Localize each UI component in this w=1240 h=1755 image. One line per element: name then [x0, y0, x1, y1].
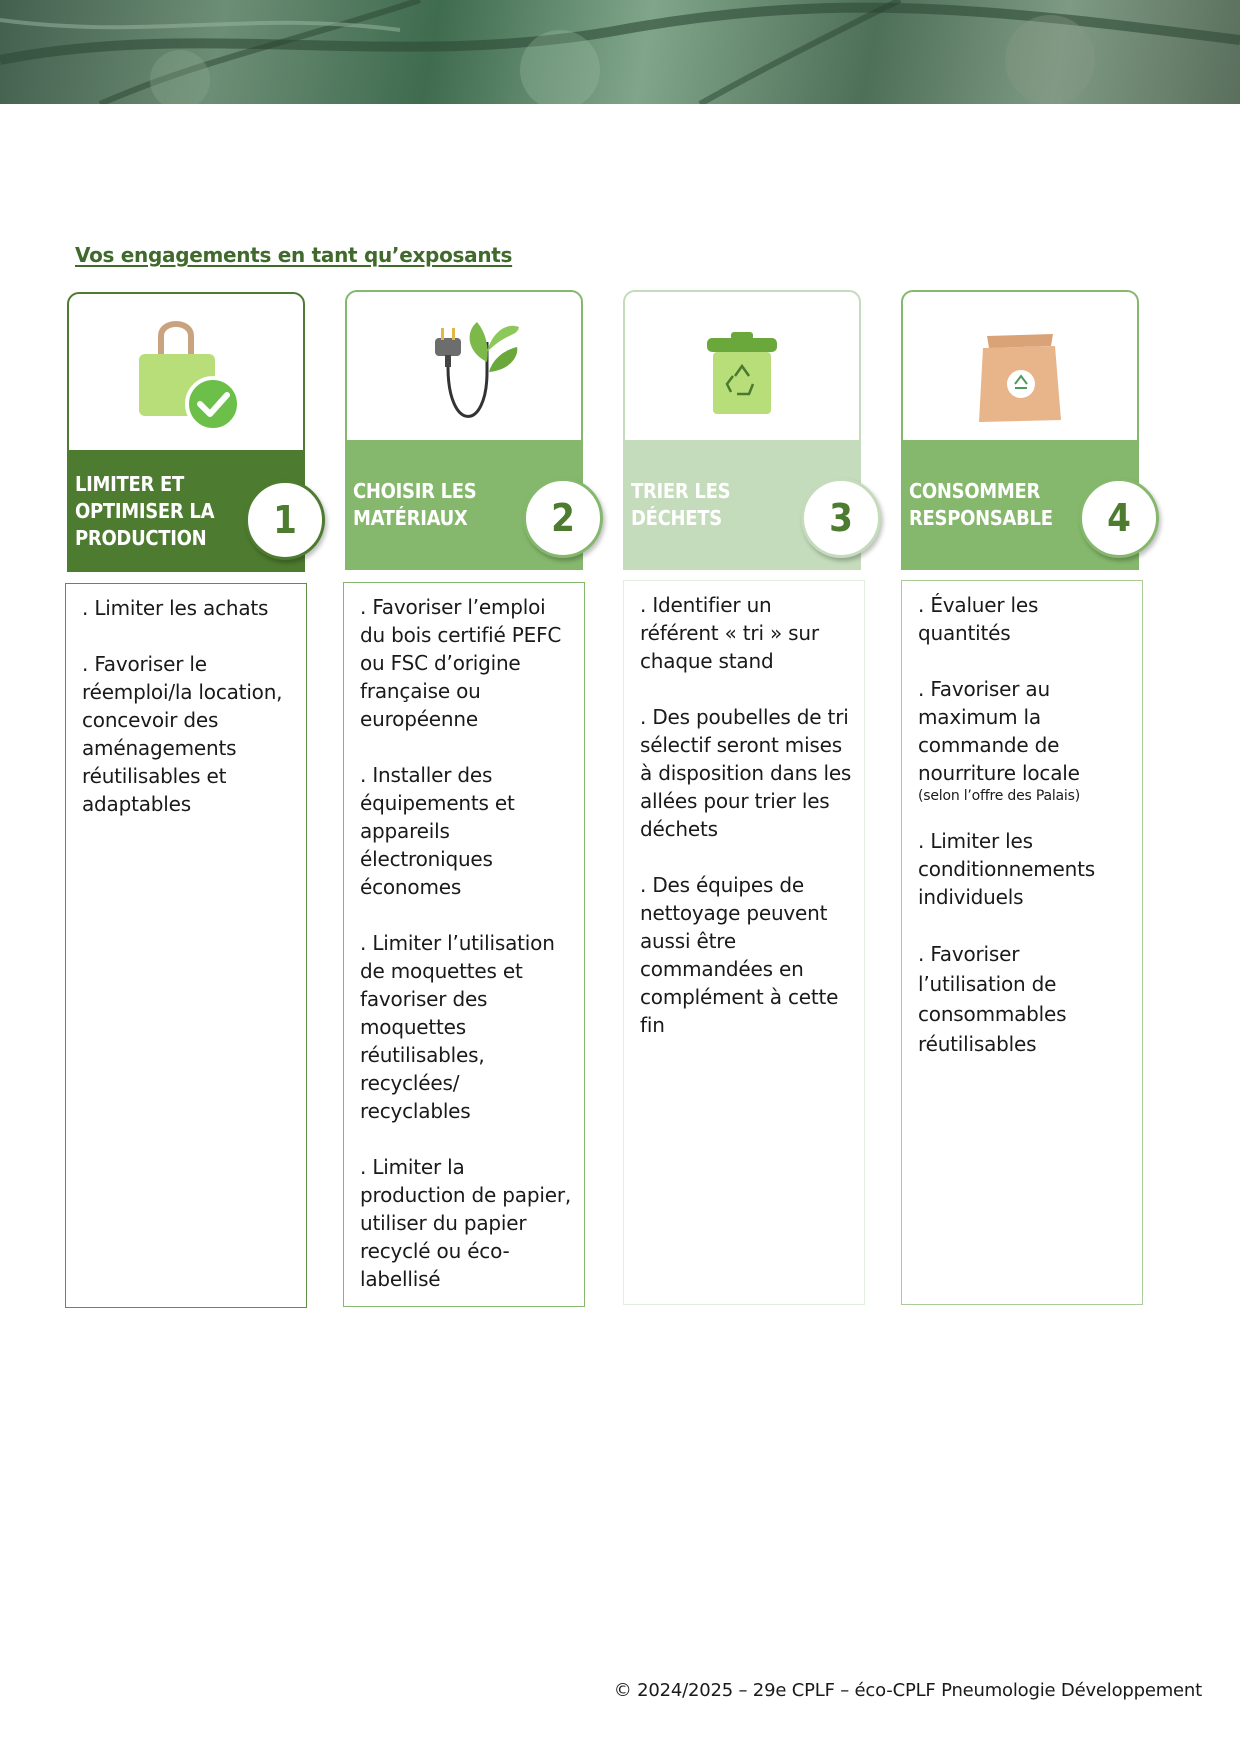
card-4-item: . Limiter les conditionnements individuels: [918, 829, 1095, 909]
card-3-header: [623, 290, 861, 570]
card-4-title: CONSOMMER RESPONSABLE: [909, 479, 1053, 530]
card-2-item: . Installer des équipements et appareils électroniques économes: [360, 763, 515, 899]
card-2-header: [345, 290, 583, 570]
card-3-item: . Des poubelles de tri sélectif seront mises à disposition dans les allées pour trier les déchets: [640, 705, 852, 841]
card-1-body: [65, 583, 307, 1308]
card-1-item: . Favoriser le réemploi/la location, concevoir des aménagements réutilisables et adaptables: [82, 652, 283, 816]
card-1-band: [67, 450, 305, 572]
card-4-band: [901, 440, 1139, 570]
card-3-body: [623, 580, 865, 1305]
card-1-item: . Limiter les achats: [82, 596, 269, 620]
header-banner-image: [0, 0, 1240, 104]
section-title: Vos engagements en tant qu’exposants: [75, 243, 513, 267]
card-2-body: [343, 582, 585, 1307]
card-4-item: [918, 675, 1132, 805]
recycle-bin-icon: [625, 292, 859, 442]
card-2-item: . Favoriser l’emploi du bois certifié PEFC ou FSC d’origine française ou européenne: [360, 595, 562, 731]
card-2-band: [345, 440, 583, 570]
card-1-title: LIMITER ET OPTIMISER LA PRODUCTION: [75, 471, 215, 550]
card-4-header: [901, 290, 1139, 570]
card-4-item: . Évaluer les quantités: [918, 593, 1039, 645]
card-2-item: . Limiter l’utilisation de moquettes et favoriser des moquettes réutilisables, recyclées/ recyclables: [360, 931, 555, 1123]
card-3-item: . Des équipes de nettoyage peuvent aussi être commandées en complément à cette fin: [640, 873, 839, 1037]
card-2-title: CHOISIR LES MATÉRIAUX: [353, 479, 477, 530]
paper-bag-recycle-icon: [903, 292, 1137, 442]
card-3-title: TRIER LES DÉCHETS: [631, 479, 731, 530]
plug-plant-icon: [347, 292, 581, 442]
card-4-item-text: . Favoriser au maximum la commande de nourriture locale: [918, 677, 1080, 785]
card-3-item: . Identifier un référent « tri » sur chaque stand: [640, 593, 819, 673]
card-4-note: (selon l’offre des Palais): [918, 788, 1080, 804]
footer-copyright: © 2024/2025 – 29e CPLF – éco-CPLF Pneumologie Développement: [613, 1680, 1202, 1701]
card-1-header: [67, 292, 305, 572]
card-4-item: . Favoriser l’utilisation de consommables réutilisables: [918, 942, 1067, 1056]
card-4-number: 4: [1079, 478, 1159, 558]
card-2-number: 2: [523, 478, 603, 558]
card-2-item: . Limiter la production de papier, utiliser du papier recyclé ou éco-labellisé: [360, 1155, 571, 1291]
card-4-body: [901, 580, 1143, 1305]
card-1-number: 1: [245, 480, 325, 560]
shopping-bag-check-icon: [69, 294, 303, 444]
card-3-number: 3: [801, 478, 881, 558]
card-3-band: [623, 440, 861, 570]
